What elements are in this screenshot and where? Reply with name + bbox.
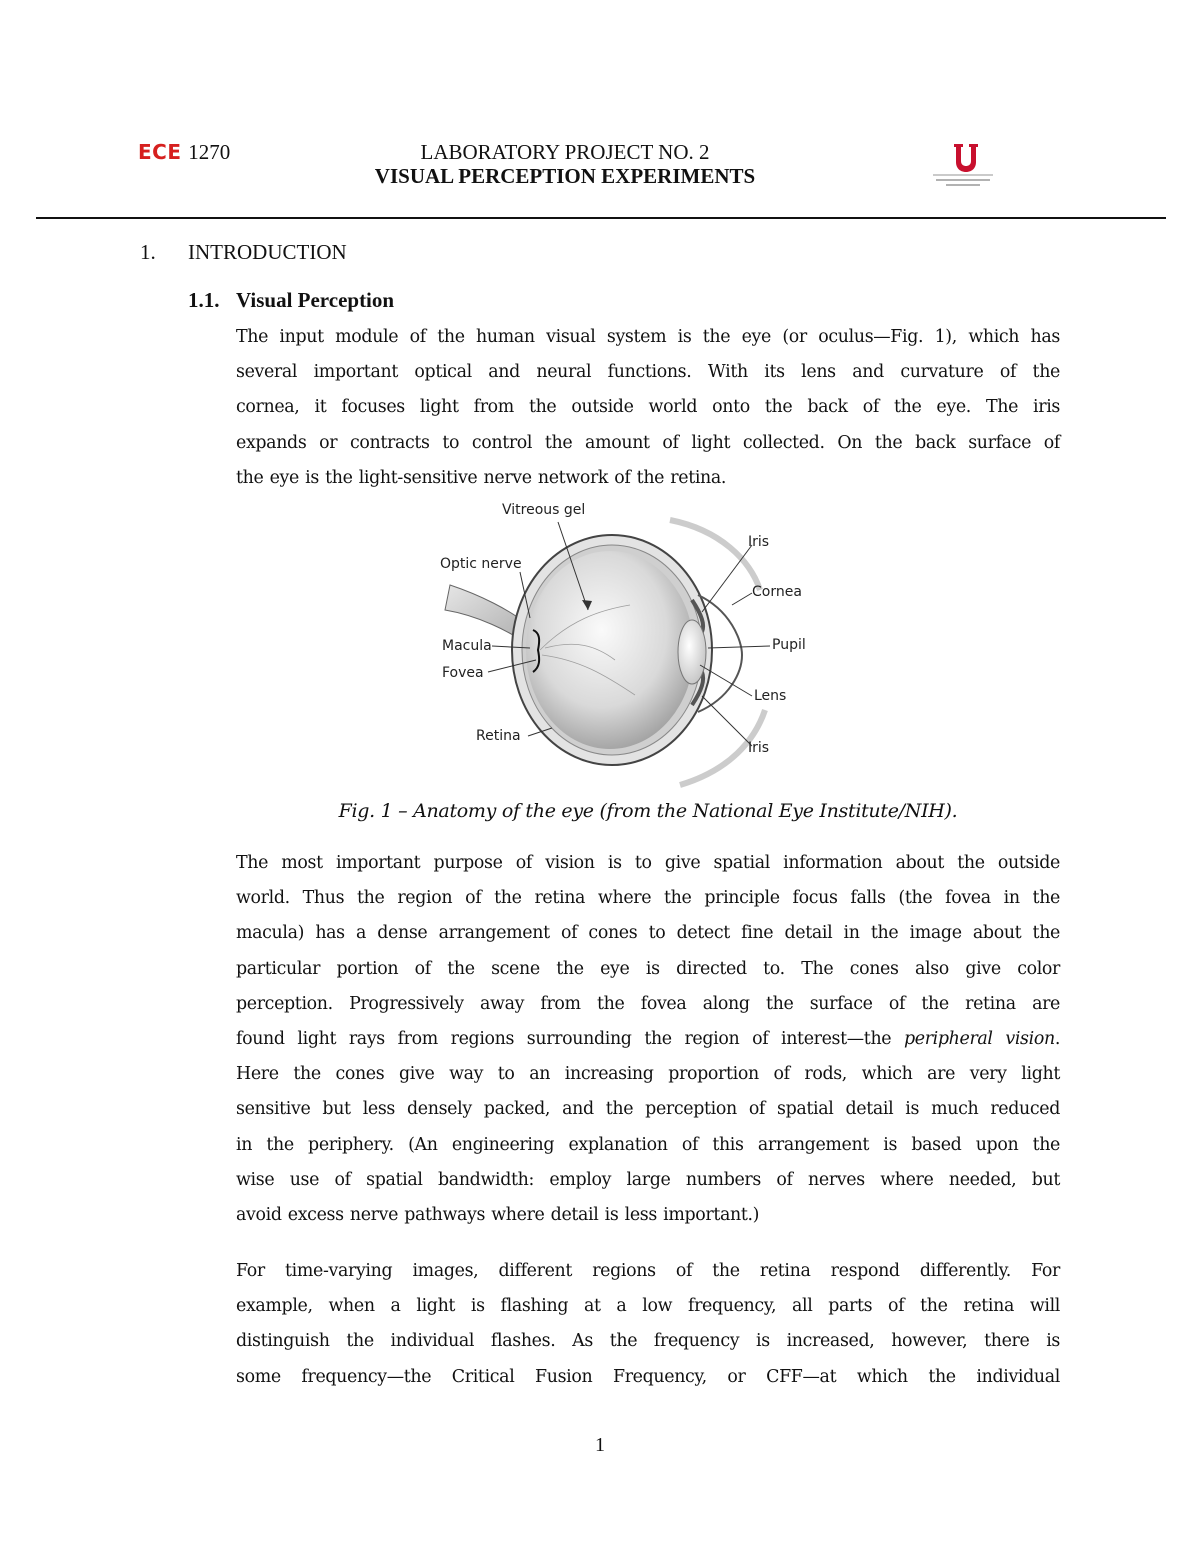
- paragraph-line: perception. Progressively away from the fovea along the surface of the retina are: [236, 993, 1060, 1014]
- label-iris-bottom: Iris: [748, 740, 770, 756]
- paragraph-intro: [236, 320, 1060, 496]
- label-cornea: Cornea: [752, 584, 802, 600]
- paragraph-line: cornea, it focuses light from the outside world onto the back of the eye. The iris: [236, 397, 1060, 418]
- title-line-1: LABORATORY PROJECT NO. 2: [420, 140, 710, 164]
- university-of-utah-logo-icon: [928, 140, 998, 200]
- paragraph-line: wise use of spatial bandwidth: employ large numbers of nerves where needed, but: [236, 1169, 1060, 1190]
- course-code: [138, 140, 230, 165]
- paragraph-line: world. Thus the region of the retina where the principle focus falls (the fovea in the: [236, 888, 1060, 909]
- paragraph-line: several important optical and neural functions. With its lens and curvature of the: [236, 362, 1060, 383]
- label-macula: Macula: [442, 638, 492, 654]
- label-optic-nerve: Optic nerve: [440, 556, 522, 572]
- subsection-title: Visual Perception: [236, 288, 395, 312]
- document-title: [300, 140, 830, 188]
- title-line-2: VISUAL PERCEPTION EXPERIMENTS: [374, 164, 756, 188]
- paragraph-line: example, when a light is flashing at a low frequency, all parts of the retina will: [236, 1296, 1060, 1317]
- section-heading: [140, 240, 347, 265]
- peripheral-vision-term: peripheral vision: [903, 1029, 1055, 1050]
- paragraph-temporal: [236, 1254, 1060, 1395]
- paragraph-line: in the periphery. (An engineering explanation of this arrangement is based upon the: [236, 1134, 1060, 1155]
- paragraph-line: distinguish the individual flashes. As the frequency is increased, however, there is: [236, 1331, 1060, 1352]
- paragraph-line: the eye is the light-sensitive nerve network of the retina.: [236, 467, 727, 488]
- paragraph-line: The most important purpose of vision is to give spatial information about the outside: [236, 853, 1060, 873]
- line-text: found light rays from regions surrounding the region of interest—the: [236, 1029, 904, 1050]
- course-number: 1270: [188, 140, 231, 164]
- figure-caption: Fig. 1 – Anatomy of the eye (from the National Eye Institute/NIH).: [338, 800, 958, 822]
- label-vitreous-gel: Vitreous gel: [502, 502, 586, 518]
- paragraph-line: expands or contracts to control the amount of light collected. On the back surface of: [236, 432, 1060, 453]
- course-prefix: ECE: [138, 140, 182, 164]
- paragraph-line: Here the cones give way to an increasing proportion of rods, which are very light: [236, 1064, 1060, 1085]
- paragraph-line: particular portion of the scene the eye is directed to. The cones also give color: [236, 958, 1060, 979]
- paragraph-line: The input module of the human visual system is the eye (or oculus—Fig. 1), which has: [236, 327, 1060, 347]
- paragraph-line: some frequency—the Critical Fusion Frequency, or CFF—at which the individual: [236, 1366, 1060, 1387]
- header-divider: [36, 217, 1166, 219]
- paragraph-line: macula) has a dense arrangement of cones to detect fine detail in the image about the: [236, 923, 1060, 944]
- paragraph-spatial: [236, 846, 1060, 1233]
- label-iris-top: Iris: [748, 534, 770, 550]
- label-pupil: Pupil: [772, 637, 806, 653]
- subsection-number: 1.1.: [188, 288, 220, 312]
- page-number: 1: [595, 1434, 605, 1456]
- paragraph-line: [236, 1022, 1060, 1057]
- subsection-heading: [188, 288, 394, 313]
- paragraph-line: For time-varying images, different regions of the retina respond differently. For: [236, 1261, 1060, 1281]
- eye-anatomy-figure: [430, 500, 820, 790]
- line-text: .: [1054, 1029, 1060, 1050]
- label-lens: Lens: [754, 688, 787, 704]
- paragraph-line: sensitive but less densely packed, and the perception of spatial detail is much reduced: [236, 1099, 1060, 1120]
- label-retina: Retina: [476, 728, 521, 744]
- label-fovea: Fovea: [442, 665, 484, 681]
- section-title: INTRODUCTION: [188, 240, 347, 264]
- section-number: 1.: [140, 240, 156, 264]
- paragraph-line: avoid excess nerve pathways where detail is less important.): [236, 1205, 760, 1226]
